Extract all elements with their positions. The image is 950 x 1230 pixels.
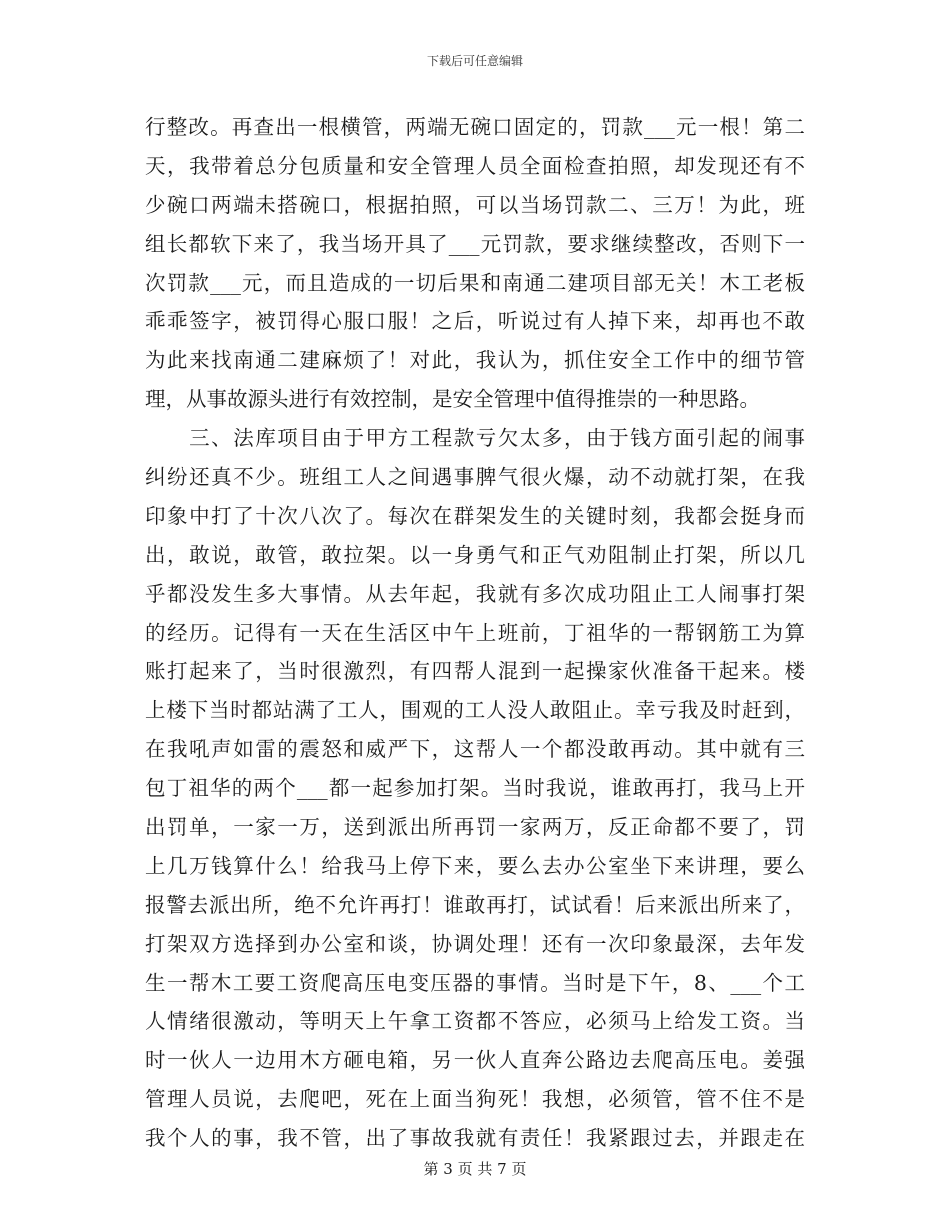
text-line: 打架双方选择到办公室和谈，协调处理！还有一次印象最深，去年发 — [145, 931, 805, 956]
text-line: 出，敢说，敢管，敢拉架。以一身勇气和正气劝阻制止打架，所以几 — [145, 542, 805, 567]
document-body — [145, 108, 805, 1158]
text-line: 行整改。再查出一根横管，两端无碗口固定的，罚款___元一根！第二 — [145, 115, 805, 139]
text-line: 我个人的事，我不管，出了事故我就有责任！我紧跟过去，并跟走在 — [145, 1126, 805, 1151]
page-number-footer: 第 3 页 共 7 页 — [423, 1160, 527, 1178]
text-line: 组长都软下来了，我当场开具了___元罚款，要求继续整改，否则下一 — [145, 231, 805, 256]
text-line: 乖乖签字，被罚得心服口服！之后，听说过有人掉下来，却再也不敢 — [145, 309, 805, 334]
text-line: 次罚款___元，而且造成的一切后果和南通二建项目部无关！木工老板 — [145, 270, 805, 295]
text-line: 报警去派出所，绝不允许再打！谁敢再打，试试看！后来派出所来了， — [145, 892, 805, 917]
text-line: 印象中打了十次八次了。每次在群架发生的关键时刻，我都会挺身而 — [145, 503, 805, 528]
text-line: 天，我带着总分包质量和安全管理人员全面检查拍照，却发现还有不 — [145, 153, 805, 178]
text-line: 包丁祖华的两个___都一起参加打架。当时我说，谁敢再打，我马上开 — [145, 776, 805, 801]
text-line: 生一帮木工要工资爬高压电变压器的事情。当时是下午，8、___个工 — [145, 970, 805, 995]
text-line: 管理人员说，去爬吧，死在上面当狗死！我想，必须管，管不住不是 — [145, 1087, 805, 1112]
text-line: 乎都没发生多大事情。从去年起，我就有多次成功阻止工人闹事打架 — [145, 581, 805, 606]
text-line: 三、法库项目由于甲方工程款亏欠太多，由于钱方面引起的闹事 — [145, 426, 805, 451]
text-line: 纠纷还真不少。班组工人之间遇事脾气很火爆，动不动就打架，在我 — [145, 465, 805, 490]
text-line: 上楼下当时都站满了工人，围观的工人没人敢阻止。幸亏我及时赶到， — [145, 698, 805, 723]
text-line: 为此来找南通二建麻烦了！对此，我认为，抓住安全工作中的细节管 — [145, 348, 805, 373]
text-line: 理，从事故源头进行有效控制，是安全管理中值得推崇的一种思路。 — [145, 387, 760, 412]
text-line: 在我吼声如雷的震怒和威严下，这帮人一个都没敢再动。其中就有三 — [145, 737, 805, 762]
text-line: 上几万钱算什么！给我马上停下来，要么去办公室坐下来讲理，要么 — [145, 853, 805, 878]
page-header: 下载后可任意编辑 — [426, 54, 523, 68]
text-line: 人情绪很激动，等明天上午拿工资都不答应，必须马上给发工资。当 — [145, 1009, 805, 1034]
text-line: 的经历。记得有一天在生活区中午上班前，丁祖华的一帮钢筋工为算 — [145, 620, 805, 645]
text-line: 账打起来了，当时很激烈，有四帮人混到一起操家伙准备干起来。楼 — [145, 659, 805, 684]
text-line: 少碗口两端未搭碗口，根据拍照，可以当场罚款二、三万！为此，班 — [145, 192, 805, 217]
text-line: 出罚单，一家一万，送到派出所再罚一家两万，反正命都不要了，罚 — [145, 815, 805, 840]
text-line: 时一伙人一边用木方砸电箱，另一伙人直奔公路边去爬高压电。姜强 — [145, 1048, 805, 1073]
